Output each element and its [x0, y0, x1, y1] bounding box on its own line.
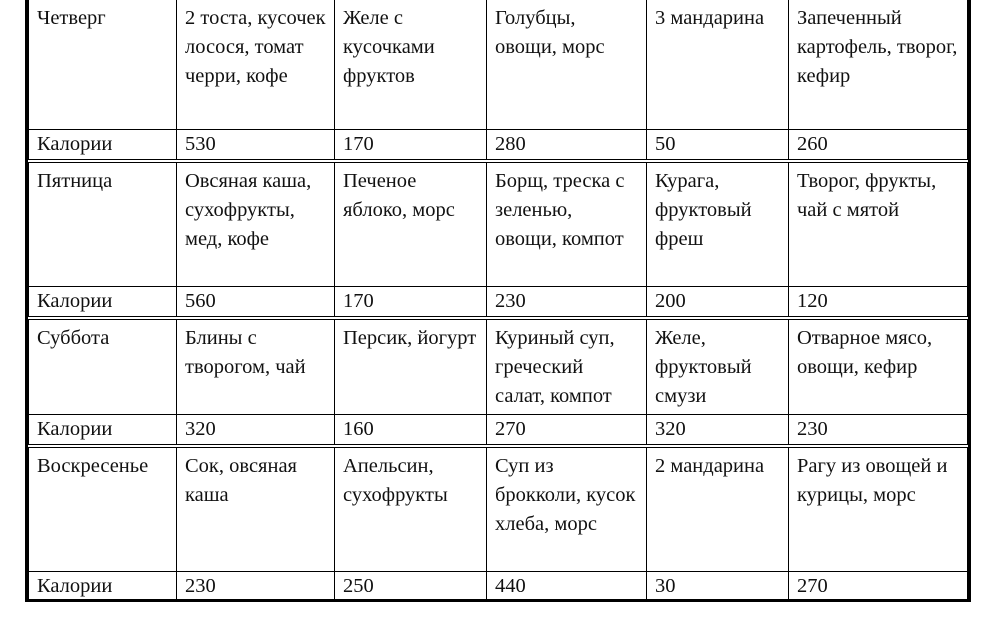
table-row-sunday-calories: [29, 572, 968, 602]
calories-cell: 530: [177, 129, 335, 161]
meal-cell: Творог, фрукты, чай с мятой: [789, 161, 968, 287]
calories-cell: 170: [335, 287, 487, 319]
table-row-thursday-calories: [29, 129, 968, 161]
meal-cell: Запеченный картофель, творог, кефир: [789, 0, 968, 129]
meal-cell: Печеное яблоко, морс: [335, 161, 487, 287]
meal-cell: Отварное мясо, овощи, кефир: [789, 318, 968, 414]
meal-plan-table: [28, 0, 968, 602]
day-cell-friday: Пятница: [29, 161, 177, 287]
meal-cell: Желе, фруктовый смузи: [647, 318, 789, 414]
meal-cell: Персик, йогурт: [335, 318, 487, 414]
meal-cell: Блины с творогом, чай: [177, 318, 335, 414]
table-row-friday-calories: [29, 287, 968, 319]
table-row-saturday-calories: [29, 414, 968, 446]
calories-cell: 30: [647, 572, 789, 602]
day-cell-thursday: Четверг: [29, 0, 177, 129]
calories-cell: 230: [789, 414, 968, 446]
meal-cell: Сок, овсяная каша: [177, 446, 335, 572]
day-cell-sunday: Воскресенье: [29, 446, 177, 572]
meal-cell: Курага, фруктовый фреш: [647, 161, 789, 287]
table-row-friday-meals: [29, 161, 968, 287]
calories-cell: 320: [177, 414, 335, 446]
meal-cell: Голубцы, овощи, морс: [487, 0, 647, 129]
calories-cell: 280: [487, 129, 647, 161]
table-row-thursday-meals: [29, 0, 968, 129]
calories-label-cell: Калории: [29, 129, 177, 161]
calories-cell: 560: [177, 287, 335, 319]
calories-cell: 160: [335, 414, 487, 446]
calories-cell: 270: [487, 414, 647, 446]
meal-cell: 2 мандарина: [647, 446, 789, 572]
meal-cell: Апельсин, сухофрукты: [335, 446, 487, 572]
meal-cell: Рагу из овощей и курицы, морс: [789, 446, 968, 572]
calories-cell: 440: [487, 572, 647, 602]
meal-cell: Борщ, треска с зеленью, овощи, компот: [487, 161, 647, 287]
calories-cell: 270: [789, 572, 968, 602]
calories-cell: 230: [487, 287, 647, 319]
calories-cell: 170: [335, 129, 487, 161]
calories-label-cell: Калории: [29, 287, 177, 319]
table-row-sunday-meals: [29, 446, 968, 572]
calories-cell: 250: [335, 572, 487, 602]
calories-cell: 200: [647, 287, 789, 319]
meal-cell: Куриный суп, греческий салат, компот: [487, 318, 647, 414]
calories-label-cell: Калории: [29, 414, 177, 446]
meal-cell: Суп из брокколи, кусок хлеба, морс: [487, 446, 647, 572]
calories-cell: 260: [789, 129, 968, 161]
table-row-saturday-meals: [29, 318, 968, 414]
calories-cell: 320: [647, 414, 789, 446]
meal-plan-table-container: [25, 0, 971, 602]
day-cell-saturday: Суббота: [29, 318, 177, 414]
meal-cell: 2 тоста, кусочек лосося, томат черри, кофе: [177, 0, 335, 129]
meal-cell: Желе с кусочками фруктов: [335, 0, 487, 129]
meal-cell: Овсяная каша, сухофрукты, мед, кофе: [177, 161, 335, 287]
calories-cell: 230: [177, 572, 335, 602]
calories-cell: 120: [789, 287, 968, 319]
meal-cell: 3 мандарина: [647, 0, 789, 129]
calories-cell: 50: [647, 129, 789, 161]
calories-label-cell: Калории: [29, 572, 177, 602]
